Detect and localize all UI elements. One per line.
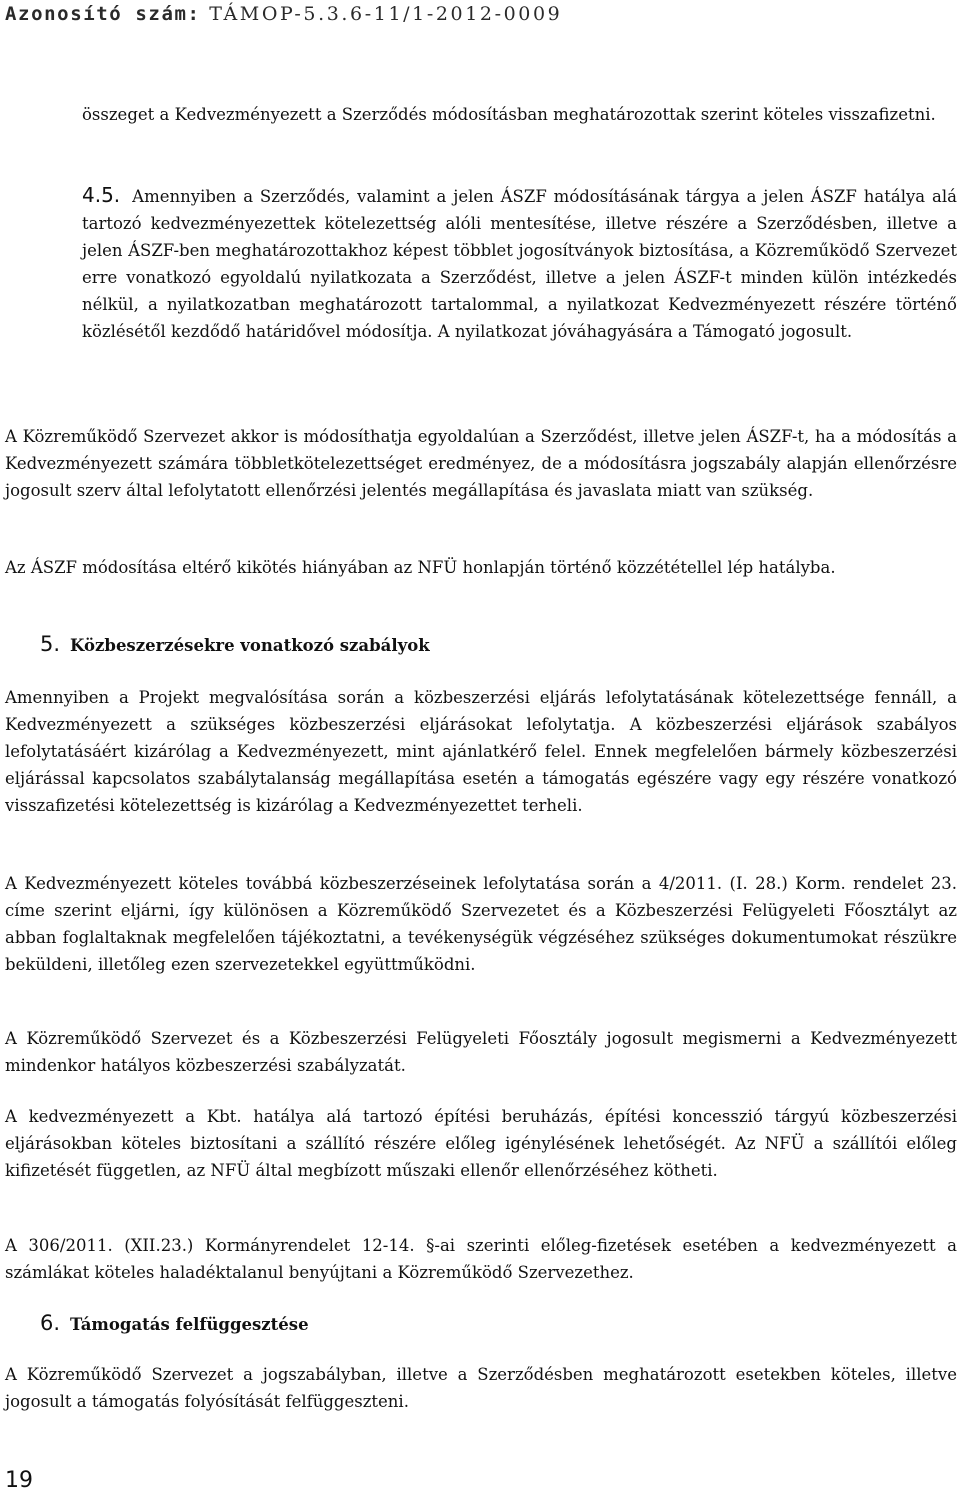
paragraph-procurement-rules: A Kedvezményezett köteles továbbá közbeszerzéseinek lefolytatása során a 4/2011. (I. 28.) Korm. rendelet 23. címe szerint eljárni, így különösen a Közreműködő Szervezetet és a Közbeszerzési Felügyeleti Főosztályt az abban foglaltaknak megfelelően tájékoztatni, a tevékenységük végzéséhez szükséges dokumentumokat részükre beküldeni, illetőleg ezen szervezetekkel együttműködni. <box>5 874 957 974</box>
paragraph-procurement-obligation: Amennyiben a Projekt megvalósítása során a közbeszerzési eljárás lefolytatásának kötelezettsége fennáll, a Kedvezményezett a szükséges közbeszerzési eljárásokat lefolytatja. A közbeszerzési eljárások szabályos lefolytatásáért kizárólag a Kedvezményezett, mint ajánlatkérő felel. Ennek megfelelően bármely közbeszerzési eljárással kapcsolatos szabálytalanság megállapítása esetén a támogatás egészére vagy egy részére vonatkozó visszafizetési kötelezettség is kizárólag a Kedvezményezettet terheli. <box>5 688 957 815</box>
section-title: Támogatás felfüggesztése <box>70 1315 309 1334</box>
section-heading-5 <box>40 632 430 656</box>
paragraph-advance-payment: A kedvezményezett a Kbt. hatálya alá tartozó építési beruházás, építési koncesszió tárgyú közbeszerzési eljárásokban köteles biztosítani a szállító részére előleg igénylésének lehetőségét. Az NFÜ a szállítói előleg kifizetését független, az NFÜ által megbízott műszaki ellenőr ellenőrzéséhez kötheti. <box>5 1107 957 1180</box>
section-heading-6 <box>40 1311 309 1335</box>
paragraph-aszf-effect: Az ÁSZF módosítása eltérő kikötés hiányában az NFÜ honlapján történő közzététellel lép hatályba. <box>5 558 836 577</box>
paragraph-invoice-submission: A 306/2011. (XII.23.) Kormányrendelet 12-14. §-ai szerinti előleg-fizetések esetében a kedvezményezett a számlákat köteles haladéktalanul benyújtani a Közreműködő Szervezethez. <box>5 1236 957 1282</box>
paragraph-unilateral-modification: A Közreműködő Szervezet akkor is módosíthatja egyoldalúan a Szerződést, illetve jelen ÁSZF-t, ha a módosítás a Kedvezményezett számára többletkötelezettséget eredményez, de a módosításra jogszabály alapján ellenőrzésre jogosult szerv által lefolytatott ellenőrzési jelentés megállapítása és javaslata miatt van szükség. <box>5 427 957 500</box>
paragraph-suspension: A Közreműködő Szervezet a jogszabályban, illetve a Szerződésben meghatározott esetekben köteles, illetve jogosult a támogatás folyósítását felfüggeszteni. <box>5 1365 957 1411</box>
paragraph-4-5 <box>82 182 957 345</box>
section-number: 6. <box>40 1311 61 1335</box>
document-id-label: Azonosító szám: <box>5 3 201 25</box>
paragraph-procurement-policy: A Közreműködő Szervezet és a Közbeszerzési Felügyeleti Főosztály jogosult megismerni a Kedvezményezett mindenkor hatályos közbeszerzési szabályzatát. <box>5 1029 957 1075</box>
paragraph-4-5-text: Amennyiben a Szerződés, valamint a jelen ÁSZF módosításának tárgya a jelen ÁSZF hatálya alá tartozó kedvezményezettek kötelezettség alóli mentesítése, illetve részére a Szerződésben, illetve a jelen ÁSZF-ben meghatározottakhoz képest többlet jogosítványok biztosítása, a Közreműködő Szervezet erre vonatkozó egyoldalú nyilatkozata a Szerződést, illetve a jelen ÁSZF-t minden külön intézkedés nélkül, a nyilatkozatban meghatározott tartalommal, a nyilatkozat Kedvezményezett részére történő közlésétől kezdődő határidővel módosítja. A nyilatkozat jóváhagyására a Támogató jogosult. <box>82 187 957 341</box>
section-title: Közbeszerzésekre vonatkozó szabályok <box>70 636 430 655</box>
page-number: 19 <box>5 1468 33 1493</box>
document-header <box>5 3 562 25</box>
document-id-value: TÁMOP-5.3.6-11/1-2012-0009 <box>209 3 563 25</box>
section-number: 5. <box>40 632 61 656</box>
paragraph-number: 4.5. <box>82 183 121 207</box>
paragraph-repayment-continuation: összeget a Kedvezményezett a Szerződés módosításban meghatározottak szerint köteles visszafizetni. <box>82 105 936 124</box>
